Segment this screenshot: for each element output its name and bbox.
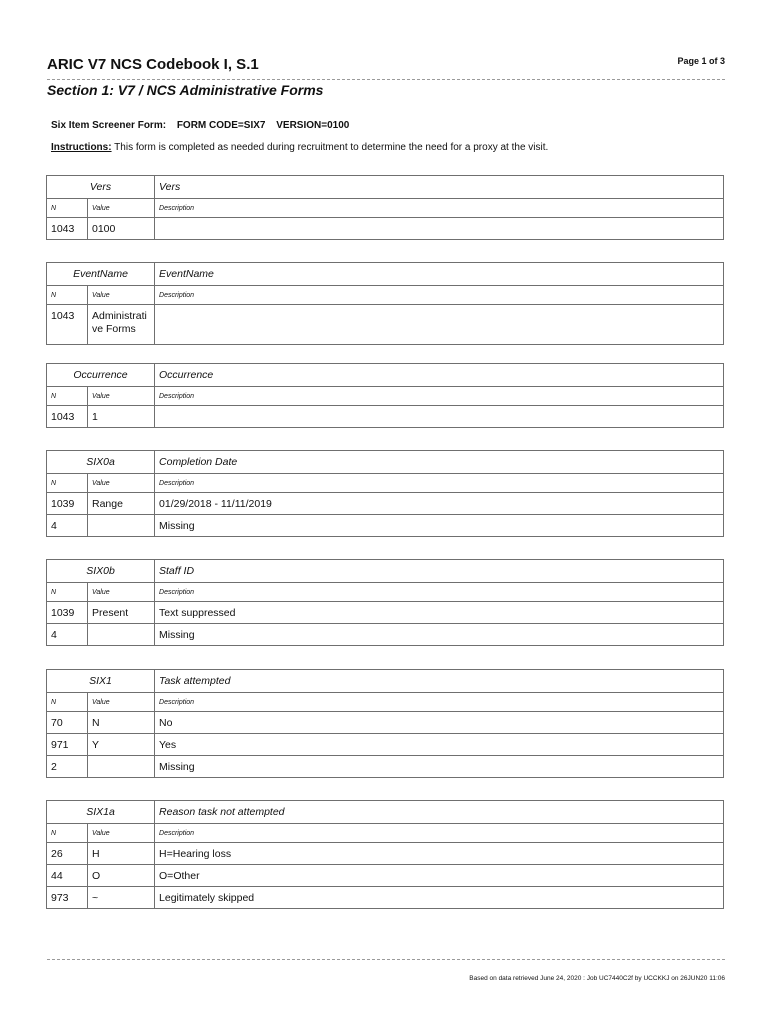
variable-table-eventname	[46, 262, 724, 345]
cell-value: ~	[88, 887, 155, 909]
cell-description: Legitimately skipped	[155, 887, 724, 909]
table-row	[47, 712, 724, 734]
cell-description: Yes	[155, 734, 724, 756]
cell-description: Missing	[155, 756, 724, 778]
table-row	[47, 406, 724, 428]
col-value-label: Value	[88, 583, 155, 602]
variable-table-six0b	[46, 559, 724, 646]
form-version: VERSION=0100	[276, 120, 350, 131]
col-description-label: Description	[155, 824, 724, 843]
col-description-label: Description	[155, 387, 724, 406]
cell-n: 4	[47, 624, 88, 646]
table-row	[47, 218, 724, 240]
cell-description: Missing	[155, 515, 724, 537]
form-info	[51, 120, 357, 131]
variable-label: Task attempted	[155, 670, 724, 693]
header-divider	[47, 79, 725, 80]
col-value-label: Value	[88, 199, 155, 218]
col-description-label: Description	[155, 199, 724, 218]
cell-n: 1043	[47, 218, 88, 240]
cell-n: 973	[47, 887, 88, 909]
document-title: ARIC V7 NCS Codebook I, S.1	[47, 56, 259, 73]
footer-note: Based on data retrieved June 24, 2020 : Job UC7440C2f by UCCKKJ on 26JUN20 11:06	[469, 975, 725, 982]
cell-description: Missing	[155, 624, 724, 646]
variable-label: Staff ID	[155, 560, 724, 583]
table-row	[47, 515, 724, 537]
instructions-label: Instructions:	[51, 142, 112, 153]
col-value-label: Value	[88, 474, 155, 493]
variable-label: Reason task not attempted	[155, 801, 724, 824]
cell-n: 1039	[47, 602, 88, 624]
cell-value: Range	[88, 493, 155, 515]
variable-label: Vers	[155, 176, 724, 199]
variable-table-occurrence	[46, 363, 724, 428]
cell-n: 4	[47, 515, 88, 537]
table-row	[47, 843, 724, 865]
variable-table-six1a	[46, 800, 724, 909]
col-description-label: Description	[155, 474, 724, 493]
cell-description	[155, 218, 724, 240]
col-n-label: N	[47, 286, 88, 305]
col-value-label: Value	[88, 286, 155, 305]
table-row	[47, 756, 724, 778]
table-row	[47, 865, 724, 887]
variable-table-six1	[46, 669, 724, 778]
col-n-label: N	[47, 693, 88, 712]
cell-value: 0100	[88, 218, 155, 240]
cell-description	[155, 305, 724, 345]
variable-label: EventName	[155, 263, 724, 286]
section-title: Section 1: V7 / NCS Administrative Forms	[47, 82, 324, 98]
cell-description: H=Hearing loss	[155, 843, 724, 865]
variable-name: EventName	[47, 263, 155, 286]
variable-name: Vers	[47, 176, 155, 199]
col-description-label: Description	[155, 583, 724, 602]
variable-table-vers	[46, 175, 724, 240]
cell-value: N	[88, 712, 155, 734]
variable-label: Occurrence	[155, 364, 724, 387]
form-name: Six Item Screener Form:	[51, 120, 167, 131]
col-n-label: N	[47, 583, 88, 602]
cell-value	[88, 515, 155, 537]
cell-value: 1	[88, 406, 155, 428]
cell-value: Y	[88, 734, 155, 756]
cell-description: No	[155, 712, 724, 734]
col-n-label: N	[47, 474, 88, 493]
footer-divider	[47, 959, 725, 960]
col-value-label: Value	[88, 824, 155, 843]
variable-name: SIX1a	[47, 801, 155, 824]
table-row	[47, 734, 724, 756]
cell-value	[88, 756, 155, 778]
cell-value: Present	[88, 602, 155, 624]
variable-name: Occurrence	[47, 364, 155, 387]
table-row	[47, 887, 724, 909]
variable-name: SIX0b	[47, 560, 155, 583]
col-n-label: N	[47, 199, 88, 218]
cell-description: 01/29/2018 - 11/11/2019	[155, 493, 724, 515]
cell-n: 44	[47, 865, 88, 887]
cell-value: O	[88, 865, 155, 887]
variable-name: SIX0a	[47, 451, 155, 474]
cell-n: 1039	[47, 493, 88, 515]
cell-n: 1043	[47, 406, 88, 428]
col-value-label: Value	[88, 693, 155, 712]
instructions-text: This form is completed as needed during recruitment to determine the need for a proxy at the visit.	[114, 142, 549, 153]
form-code: FORM CODE=SIX7	[176, 120, 266, 131]
cell-description: O=Other	[155, 865, 724, 887]
col-value-label: Value	[88, 387, 155, 406]
cell-description	[155, 406, 724, 428]
cell-n: 70	[47, 712, 88, 734]
cell-n: 1043	[47, 305, 88, 345]
table-row	[47, 602, 724, 624]
col-description-label: Description	[155, 693, 724, 712]
table-row	[47, 305, 724, 345]
cell-n: 26	[47, 843, 88, 865]
variable-name: SIX1	[47, 670, 155, 693]
table-row	[47, 624, 724, 646]
instructions	[51, 142, 548, 153]
col-n-label: N	[47, 387, 88, 406]
cell-value: Administrati ve Forms	[88, 305, 155, 345]
cell-n: 971	[47, 734, 88, 756]
cell-description: Text suppressed	[155, 602, 724, 624]
variable-label: Completion Date	[155, 451, 724, 474]
col-n-label: N	[47, 824, 88, 843]
page-number: Page 1 of 3	[677, 56, 725, 66]
cell-value: H	[88, 843, 155, 865]
variable-table-six0a	[46, 450, 724, 537]
cell-value	[88, 624, 155, 646]
cell-n: 2	[47, 756, 88, 778]
table-row	[47, 493, 724, 515]
col-description-label: Description	[155, 286, 724, 305]
